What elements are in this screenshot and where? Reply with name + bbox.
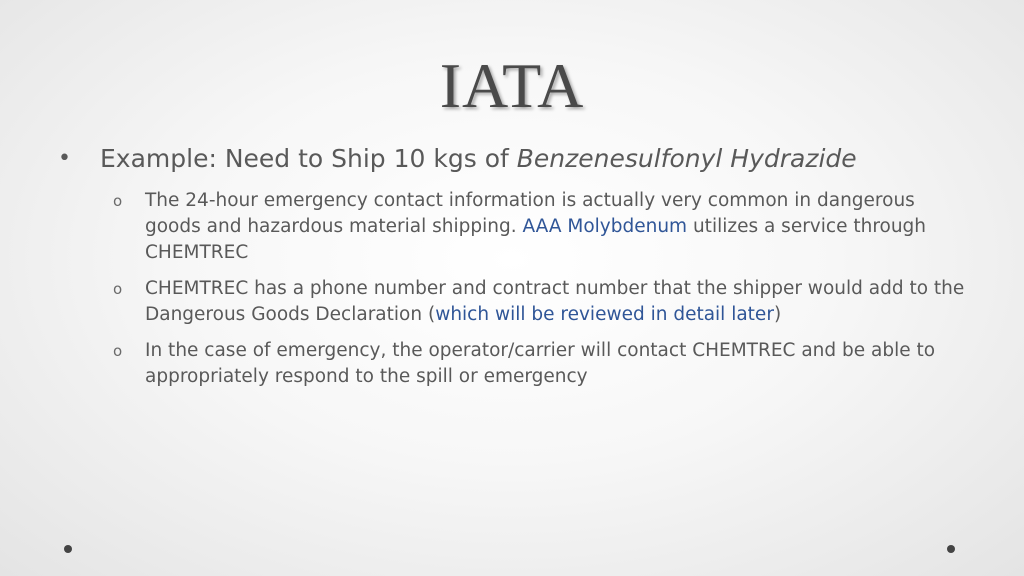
sub-bullet-line: The 24-hour emergency contact information is actually very common in dangerous <box>145 190 915 211</box>
corner-dot-left-icon <box>64 545 72 553</box>
slide-title: IATA <box>439 50 585 121</box>
main-bullet-prefix: Example: Need to Ship 10 kgs of <box>100 144 517 173</box>
bullet-dot-icon: • <box>58 146 71 171</box>
corner-dot-right-icon <box>947 545 955 553</box>
sub-bullet-marker-icon: o <box>113 342 123 360</box>
sub-bullet-line <box>145 214 975 240</box>
sub-bullet-line <box>145 302 975 328</box>
sub-bullet-text: Dangerous Goods Declaration ( <box>145 304 436 325</box>
sub-bullet-line: CHEMTREC <box>145 242 249 263</box>
aaa-molybdenum-link[interactable]: AAA Molybdenum <box>522 216 688 237</box>
sub-bullet-body <box>145 276 975 328</box>
sub-bullet-line: appropriately respond to the spill or emergency <box>145 366 588 387</box>
sub-bullet-text: goods and hazardous material shipping. <box>145 216 523 237</box>
reviewed-later-link[interactable]: which will be reviewed in detail later <box>435 304 774 325</box>
sub-bullet-marker-icon: o <box>113 280 123 298</box>
sub-bullet-line: In the case of emergency, the operator/carrier will contact CHEMTREC and be able to <box>145 340 936 361</box>
sub-bullet-text: utilizes a service through <box>687 216 927 237</box>
sub-bullet-line: CHEMTREC has a phone number and contract number that the shipper would add to the <box>145 278 965 299</box>
main-bullet-emphasis: Benzenesulfonyl Hydrazide <box>516 144 857 173</box>
main-bullet-text <box>100 141 857 177</box>
sub-bullet-body <box>145 338 975 390</box>
sub-bullet-text: ) <box>773 304 782 325</box>
sub-bullet-marker-icon: o <box>113 192 123 210</box>
sub-bullet-body <box>145 188 975 266</box>
